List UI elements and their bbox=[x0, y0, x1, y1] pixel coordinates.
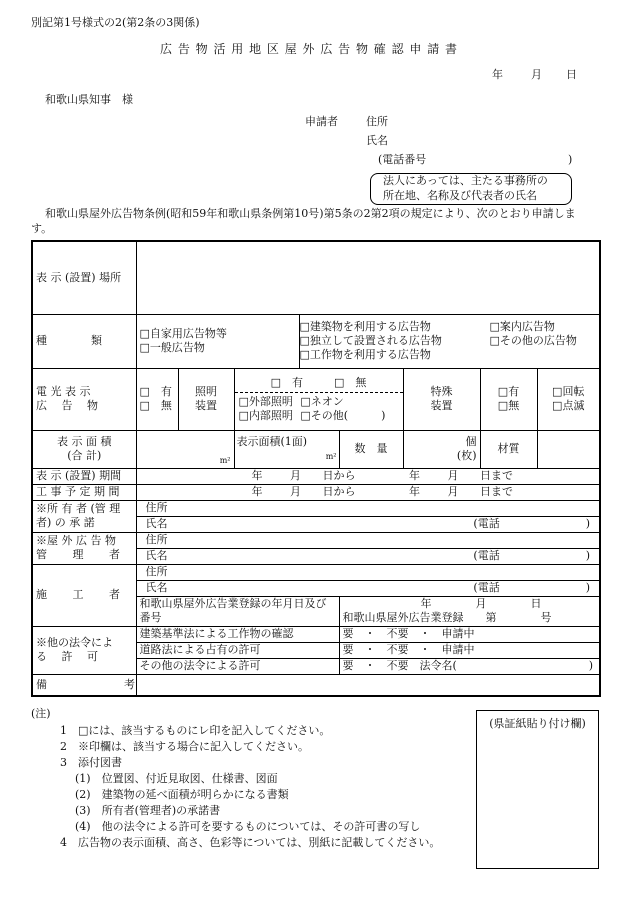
special-device-options[interactable] bbox=[480, 368, 537, 430]
manager-name-label: 氏名 bbox=[145, 549, 168, 562]
permit-label bbox=[32, 626, 136, 674]
light-internal[interactable]: □内部照明 bbox=[238, 408, 293, 422]
manager-label-1: ※屋 外 広 告 物 bbox=[36, 534, 116, 547]
lighting-no[interactable]: □ 無 bbox=[334, 375, 367, 389]
note-3-4: (4) 他の法令による許可を要するものについては、その許可書の写し bbox=[75, 820, 421, 833]
corporate-note-line-2: 所在地、名称及び代表者の氏名 bbox=[383, 189, 537, 202]
pieces-unit: 個 bbox=[465, 435, 477, 448]
blink-option[interactable]: □点滅 bbox=[552, 399, 585, 412]
permit-label-2: る 許 可 bbox=[36, 650, 98, 663]
kind-options-1[interactable] bbox=[136, 314, 299, 368]
owner-name-label: 氏名 bbox=[145, 517, 168, 530]
owner-address-label: 住所 bbox=[145, 501, 168, 514]
registration-label-1: 和歌山県屋外広告業登録の年月日及び bbox=[139, 597, 327, 610]
owner-name[interactable] bbox=[136, 516, 600, 532]
motion-options[interactable] bbox=[537, 368, 600, 430]
work-end-month: 月 bbox=[447, 485, 459, 498]
owner-label-1: ※所 有 者 (管 理 bbox=[36, 502, 121, 515]
applicant-label: 申請者 bbox=[305, 115, 338, 128]
work-period-field[interactable] bbox=[136, 484, 600, 500]
date-day: 日 bbox=[566, 68, 577, 81]
note-4: 4 広告物の表示面積、高さ、色彩等については、別紙に記載してください。 bbox=[60, 836, 441, 849]
manager-address-label: 住所 bbox=[145, 533, 168, 546]
owner-phone-close: ) bbox=[585, 517, 590, 530]
kind-general[interactable]: □一般広告物 bbox=[139, 341, 205, 354]
quantity-field[interactable] bbox=[403, 430, 480, 468]
kind-options-2[interactable] bbox=[299, 314, 600, 368]
form-title: 広 告 物 活 用 地 区 屋 外 広 告 物 確 認 申 請 書 bbox=[160, 42, 459, 56]
work-start-day: 日から bbox=[322, 485, 356, 498]
registration-date: 年 月 日 bbox=[420, 597, 542, 610]
permit-road: 道路法による占有の許可 bbox=[136, 642, 339, 658]
work-start-year: 年 bbox=[251, 485, 263, 498]
display-period-field[interactable] bbox=[136, 468, 600, 484]
addressee: 和歌山県知事 様 bbox=[45, 93, 133, 106]
registration-label bbox=[136, 596, 339, 626]
applicant-phone-close: ) bbox=[568, 153, 573, 166]
area-one-label: 表示面積(1面) bbox=[236, 434, 308, 448]
builder-address[interactable] bbox=[136, 564, 600, 580]
remarks-field[interactable] bbox=[136, 674, 600, 696]
electric-sign-options[interactable] bbox=[136, 368, 178, 430]
corporate-note-line-1: 法人にあっては、主たる事務所の bbox=[383, 174, 548, 187]
applicant-name: 氏名 bbox=[366, 134, 388, 147]
light-neon[interactable]: □ネオン bbox=[300, 394, 344, 408]
kind-other[interactable]: □その他の広告物 bbox=[489, 334, 577, 347]
area-total-label-2: (合 計) bbox=[67, 449, 102, 462]
work-end-year: 年 bbox=[409, 485, 420, 498]
revenue-stamp-label: (県証紙貼り付け欄) bbox=[489, 717, 586, 730]
area-total-field[interactable] bbox=[136, 430, 234, 468]
manager-label-2: 管 理 者 bbox=[36, 548, 120, 561]
owner-address[interactable] bbox=[136, 500, 600, 516]
electric-sign-label-2: 広 告 物 bbox=[36, 399, 98, 412]
lighting-yes[interactable]: □ 有 bbox=[270, 375, 303, 389]
note-3: 3 添付図書 bbox=[60, 756, 122, 769]
note-1: 1 □には、該当するものにレ印を記入してください。 bbox=[60, 724, 331, 737]
notes-heading: (注) bbox=[31, 707, 51, 720]
special-device-label-1: 特殊 bbox=[430, 385, 453, 398]
work-period-label: 工 事 予 定 期 間 bbox=[32, 484, 136, 500]
date-month: 月 bbox=[531, 68, 542, 81]
registration-number: 和歌山県屋外広告業登録 第 号 bbox=[342, 611, 552, 624]
area-one-field[interactable] bbox=[234, 430, 339, 468]
permit-other-status[interactable]: 要 ・ 不要 法令名( ) bbox=[339, 658, 600, 674]
manager-phone-close: ) bbox=[585, 549, 590, 562]
quantity-label: 数 量 bbox=[339, 430, 403, 468]
area-one-unit: m² bbox=[325, 451, 337, 461]
registration-field[interactable] bbox=[339, 596, 600, 626]
special-yes[interactable]: □有 bbox=[497, 385, 520, 398]
permit-label-1: ※他の法令によ bbox=[36, 636, 113, 649]
manager-name[interactable] bbox=[136, 548, 600, 564]
period-start-year: 年 bbox=[251, 469, 263, 482]
form-number: 別記第1号様式の2(第2条の3関係) bbox=[31, 16, 200, 29]
builder-name[interactable] bbox=[136, 580, 600, 596]
light-other[interactable]: □その他( ) bbox=[300, 408, 386, 422]
applicant-phone: (電話番号 bbox=[378, 153, 427, 166]
kind-label: 種 類 bbox=[32, 314, 136, 368]
special-device-label-2: 装置 bbox=[430, 399, 453, 412]
builder-name-label: 氏名 bbox=[145, 581, 168, 594]
builder-phone-close: ) bbox=[585, 581, 590, 594]
preamble-line-1: 和歌山県屋外広告物条例(昭和59年和歌山県条例第10号)第5条の2第2項の規定により、次のとおり申請しま bbox=[45, 207, 576, 220]
preamble-line-2: す。 bbox=[31, 222, 53, 235]
material-field[interactable] bbox=[537, 430, 600, 468]
lighting-label-1: 照明 bbox=[195, 385, 217, 398]
area-total-label-1: 表 示 面 積 bbox=[57, 435, 112, 448]
area-total-label bbox=[32, 430, 136, 468]
location-field[interactable] bbox=[136, 241, 600, 314]
material-label: 材質 bbox=[480, 430, 537, 468]
period-end-day: 日まで bbox=[480, 469, 513, 482]
builder-label: 施 工 者 bbox=[32, 564, 136, 626]
manager-phone: (電話 bbox=[473, 549, 500, 562]
special-device-label bbox=[403, 368, 480, 430]
kind-guide[interactable]: □案内広告物 bbox=[489, 320, 555, 333]
kind-private[interactable]: □自家用広告物等 bbox=[139, 327, 227, 340]
owner-label-2: 者) の 承 諾 bbox=[36, 516, 95, 529]
period-start-day: 日から bbox=[322, 469, 356, 482]
rotate-option[interactable]: □回転 bbox=[552, 385, 585, 398]
pieces-unit-2: (枚) bbox=[456, 449, 477, 462]
lighting-options[interactable] bbox=[234, 368, 403, 430]
builder-phone: (電話 bbox=[473, 581, 500, 594]
lighting-label-2: 装置 bbox=[195, 399, 217, 412]
date-year: 年 bbox=[492, 68, 503, 81]
area-total-unit: m² bbox=[219, 455, 231, 465]
electric-no[interactable]: □ 無 bbox=[139, 399, 172, 412]
light-external[interactable]: □外部照明 bbox=[238, 394, 293, 408]
note-2: 2 ※印欄は、該当する場合に記入してください。 bbox=[60, 740, 309, 753]
work-start-month: 月 bbox=[290, 485, 301, 498]
note-3-3: (3) 所有者(管理者)の承諾書 bbox=[75, 804, 221, 817]
kind-standalone[interactable]: □独立して設置される広告物 bbox=[299, 334, 442, 347]
builder-address-label: 住所 bbox=[145, 565, 168, 578]
permit-building-status[interactable]: 要 ・ 不要 ・ 申請中 bbox=[339, 626, 600, 642]
display-period-label: 表 示 (設置) 期間 bbox=[32, 468, 136, 484]
work-end-day: 日まで bbox=[480, 485, 513, 498]
revenue-stamp-box[interactable] bbox=[476, 710, 599, 869]
electric-yes[interactable]: □ 有 bbox=[139, 385, 172, 398]
owner-label bbox=[32, 500, 136, 532]
permit-other: その他の法令による許可 bbox=[136, 658, 339, 674]
owner-phone: (電話 bbox=[473, 517, 500, 530]
lighting-label bbox=[178, 368, 234, 430]
note-3-2: (2) 建築物の延べ面積が明らかになる書類 bbox=[75, 788, 289, 801]
period-start-month: 月 bbox=[290, 469, 301, 482]
electric-sign-label-1: 電 光 表 示 bbox=[36, 385, 91, 398]
period-end-year: 年 bbox=[409, 469, 420, 482]
application-table bbox=[31, 240, 601, 697]
permit-building: 建築基準法による工作物の確認 bbox=[136, 626, 339, 642]
registration-label-2: 番号 bbox=[139, 611, 162, 624]
applicant-address: 住所 bbox=[366, 115, 388, 128]
note-3-1: (1) 位置図、付近見取図、仕様書、図面 bbox=[75, 772, 278, 785]
permit-road-status[interactable]: 要 ・ 不要 ・ 申請中 bbox=[339, 642, 600, 658]
manager-label bbox=[32, 532, 136, 564]
electric-sign-label bbox=[32, 368, 136, 430]
kind-building[interactable]: □建築物を利用する広告物 bbox=[299, 320, 431, 333]
remarks-label: 備 考 bbox=[32, 674, 136, 696]
kind-structure[interactable]: □工作物を利用する広告物 bbox=[299, 348, 431, 361]
special-no[interactable]: □無 bbox=[497, 399, 520, 412]
period-end-month: 月 bbox=[447, 469, 459, 482]
manager-address[interactable] bbox=[136, 532, 600, 548]
location-label: 表 示 (設置) 場所 bbox=[32, 241, 136, 314]
